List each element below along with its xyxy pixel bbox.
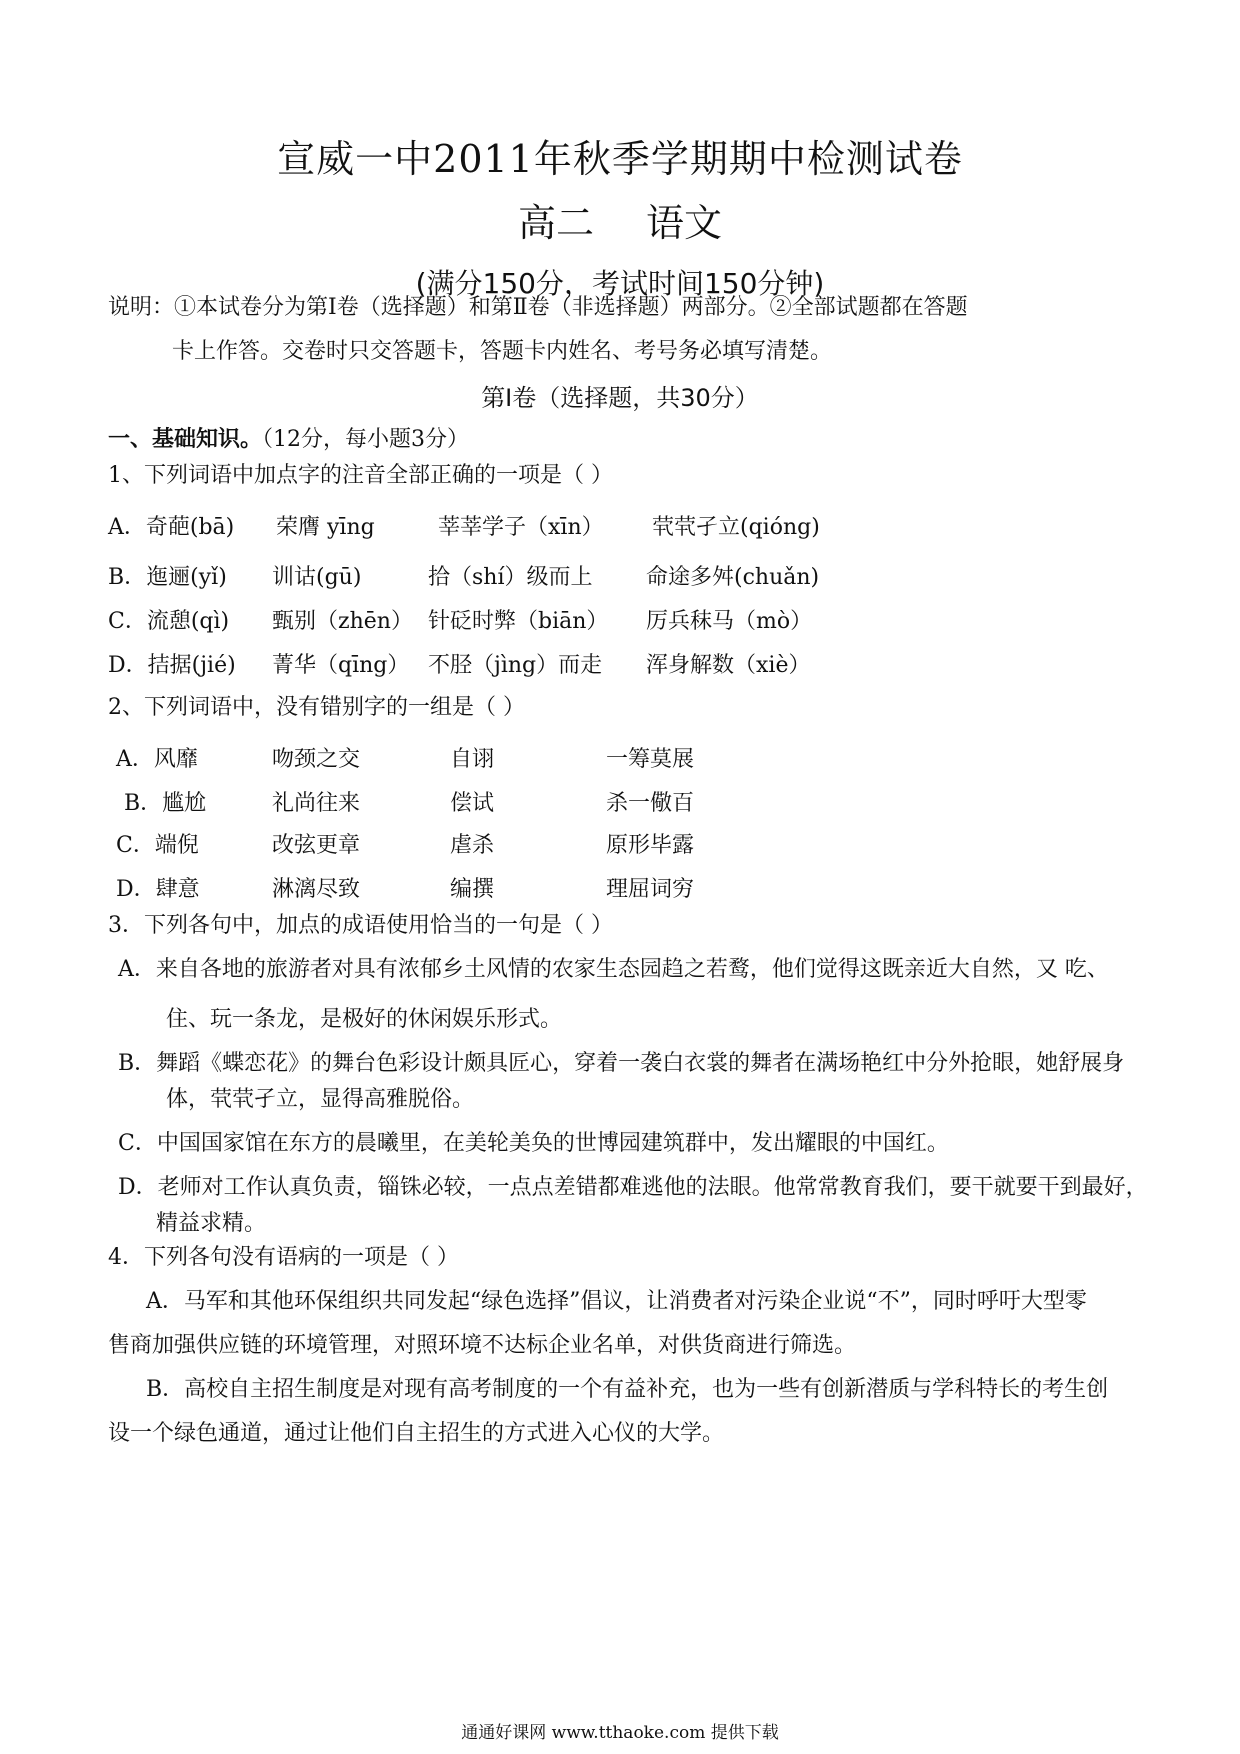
part-1-heading-label: 一、基础知识。 [108,427,263,452]
q3-option-d-line-1: D．老师对工作认真负责，锱铢必较，一点点差错都难逃他的法眼。他常常教育我们，要干就要干到最好， [118,1175,1148,1200]
q2-option-c-2: 改弦更章 [272,833,361,858]
q2-option-b-3: 偿试 [450,791,495,816]
q4-option-a-line-1: A．马军和其他环保组织共同发起“绿色选择”倡议，让消费者对污染企业说“不”，同时呼吁大型零 [146,1289,1087,1314]
q1-stem: 1、下列词语中加点字的注音全部正确的一项是（ ） [108,463,613,488]
q1-option-c-3: 针砭时弊（biān） [428,609,609,634]
q1-option-d-4: 浑身解数（xiè） [646,653,811,678]
part-1-heading [108,422,469,453]
exam-subtitle: 高二 语文 [517,201,723,245]
q2-option-a-3: 自诩 [450,747,495,772]
q1-option-d-2: 菁华（qīng） [272,653,410,678]
q1-option-a-2: 荣膺 yīng [276,515,375,540]
q1-option-c-1: C．流憩(qì) [108,609,230,634]
q3-option-c-line-1: C．中国国家馆在东方的晨曦里，在美轮美奂的世博园建筑群中，发出耀眼的中国红。 [118,1131,949,1156]
q2-option-a-4: 一筹莫展 [606,747,695,772]
q2-option-b-4: 杀一儆百 [606,791,695,816]
q2-option-b-2: 礼尚往来 [272,791,361,816]
q3-option-d-line-2: 精益求精。 [156,1211,267,1236]
q2-option-d-3: 编撰 [450,877,495,902]
q1-option-a-3: 莘莘学子（xīn） [438,515,604,540]
q1-option-d-1: D．拮据(jié) [108,653,236,678]
q1-option-a-4: 茕茕孑立(qióng) [652,515,820,540]
q3-option-b-line-2: 体，茕茕孑立，显得高雅脱俗。 [166,1087,475,1112]
page-footer: 通通好课网 www.tthaoke.com 提供下载 [461,1723,779,1743]
q3-option-b-line-1: B．舞蹈《蝶恋花》的舞台色彩设计颇具匠心，穿着一袭白衣裳的舞者在满场艳红中分外抢眼，她舒展身 [118,1051,1125,1076]
q1-option-c-2: 甄别（zhēn） [272,609,413,634]
q3-option-a-line-2: 住、玩一条龙，是极好的休闲娱乐形式。 [166,1007,563,1032]
q1-option-b-3: 拾（shí）级而上 [428,565,593,590]
exam-title: 宣威一中2011年秋季学期期中检测试卷 [277,137,963,181]
q4-option-b-line-2: 设一个绿色通道，通过让他们自主招生的方式进入心仪的大学。 [108,1421,725,1446]
q3-option-a-line-1: A．来自各地的旅游者对具有浓郁乡土风情的农家生态园趋之若鹜，他们觉得这既亲近大自然，又 吃、 [118,957,1109,982]
q1-option-c-4: 厉兵秣马（mò） [646,609,813,634]
part-1-score: （12分，每小题3分） [262,427,470,452]
q2-option-c-4: 原形毕露 [606,833,695,858]
q1-option-b-4: 命途多舛(chuǎn) [646,565,820,590]
q2-option-d-1: D．肆意 [116,877,200,902]
q1-option-b-2: 训诂(gū) [272,565,362,590]
q2-option-a-1: A．风靡 [116,747,198,772]
q4-option-a-line-2: 售商加强供应链的环境管理，对照环境不达标企业名单，对供货商进行筛选。 [108,1333,857,1358]
q2-option-d-2: 淋漓尽致 [272,877,361,902]
q2-option-d-4: 理屈词穷 [606,877,695,902]
q2-stem: 2、下列词语中，没有错别字的一组是（ ） [108,695,525,720]
exam-score-time-note: (满分150分，考试时间150分钟) [415,267,825,300]
q2-option-a-2: 吻颈之交 [272,747,361,772]
instructions-line-1: 说明：①本试卷分为第Ⅰ卷（选择题）和第Ⅱ卷（非选择题）两部分。②全部试题都在答题 [108,295,968,320]
q2-option-c-3: 虐杀 [450,833,495,858]
q2-option-c-1: C．端倪 [116,833,199,858]
q4-option-b-line-1: B．高校自主招生制度是对现有高考制度的一个有益补充，也为一些有创新潜质与学科特长的考生创 [146,1377,1109,1402]
q4-stem: 4．下列各句没有语病的一项是（ ） [108,1245,459,1270]
instructions-line-2: 卡上作答。交卷时只交答题卡，答题卡内姓名、考号务必填写清楚。 [172,339,833,364]
q2-option-b-1: B．尴尬 [124,791,207,816]
q1-option-b-1: B．迤逦(yǐ) [108,565,227,590]
section-1-title: 第Ⅰ卷（选择题，共30分） [481,384,759,412]
q1-option-d-3: 不胫（jìng）而走 [428,653,603,678]
q1-option-a-1: A．奇葩(bā) [108,515,235,540]
q3-stem: 3．下列各句中，加点的成语使用恰当的一句是（ ） [108,913,613,938]
